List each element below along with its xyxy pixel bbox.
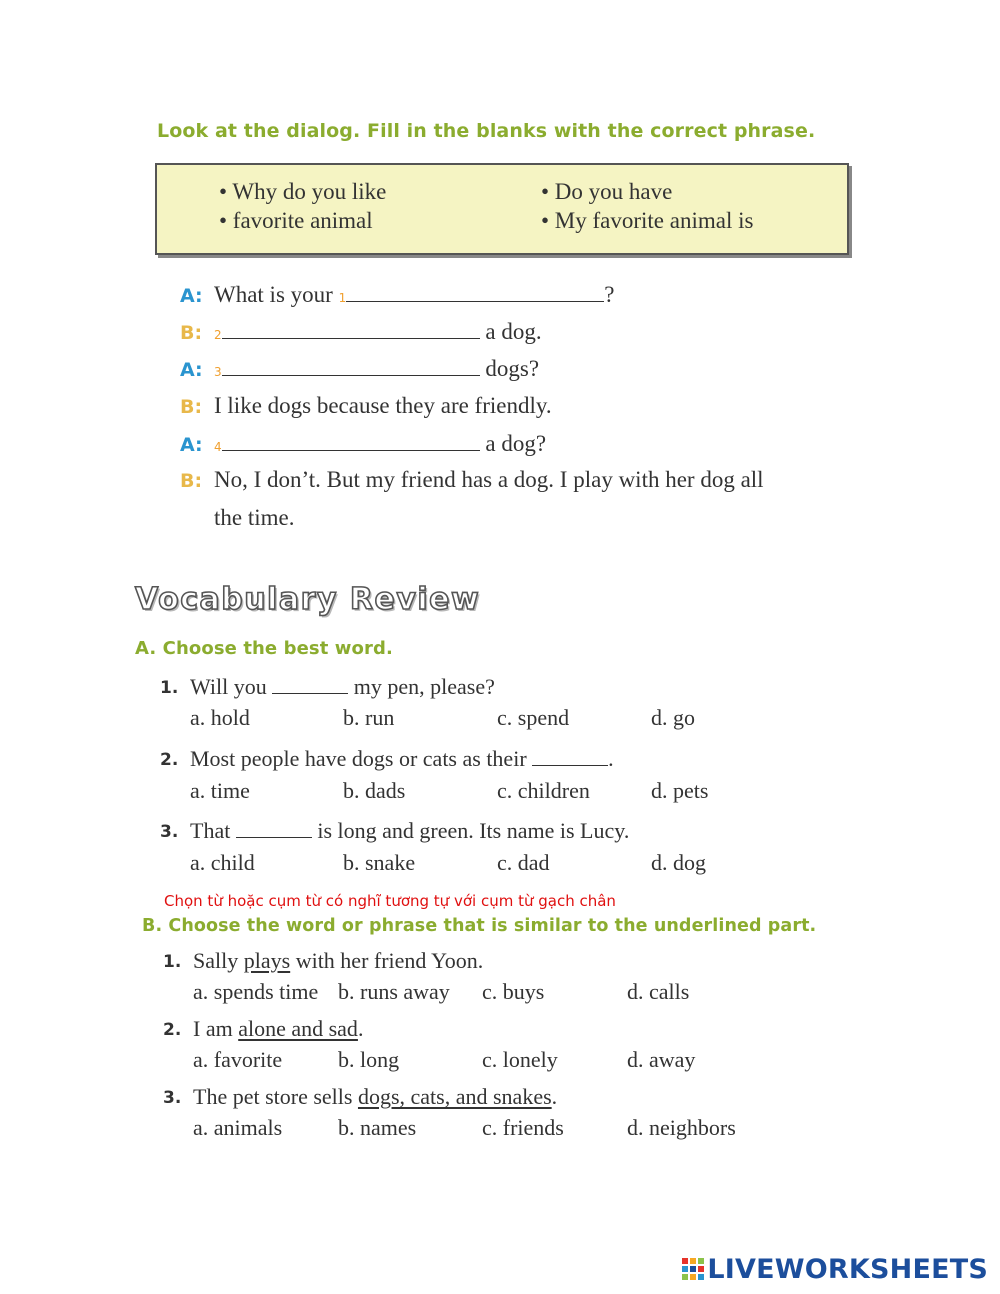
option-c[interactable]: c. children <box>497 778 590 803</box>
option-d[interactable]: d. go <box>651 705 695 730</box>
speaker-label: B: <box>180 322 203 344</box>
question-text: Most people have dogs or cats as their . <box>190 746 614 771</box>
liveworksheets-logo-icon <box>682 1258 704 1280</box>
line-text: dogs? <box>479 356 540 381</box>
question-text: The pet store sells dogs, cats, and snakes. <box>193 1084 558 1109</box>
part-b-heading: B. Choose the word or phrase that is similar to the underlined part. <box>142 916 817 936</box>
option-a[interactable]: a. spends time <box>193 979 319 1004</box>
liveworksheets-logo <box>682 1254 988 1285</box>
underlined-part: dogs, cats, and snakes <box>357 1084 552 1109</box>
question-number: 3. <box>163 1088 182 1108</box>
option-d[interactable]: d. dog <box>651 850 706 875</box>
logo-text: LIVEWORKSHEETS <box>707 1254 988 1285</box>
phrase-item: • My favorite animal is <box>541 208 754 233</box>
option-d[interactable]: d. away <box>627 1047 696 1072</box>
question-number: 2. <box>163 1020 182 1040</box>
option-b[interactable]: b. runs away <box>338 979 450 1004</box>
option-a[interactable]: a. time <box>190 778 250 803</box>
blank-number: 2 <box>214 328 222 342</box>
question-number: 1. <box>160 678 179 698</box>
speaker-label: B: <box>180 470 203 492</box>
question-number: 2. <box>160 750 179 770</box>
speaker-label: A: <box>180 434 203 456</box>
answer-blank <box>272 675 348 694</box>
underlined-part: alone and sad <box>238 1016 358 1041</box>
option-c[interactable]: c. spend <box>497 705 570 730</box>
option-c[interactable]: c. buys <box>482 979 545 1004</box>
part-a-heading: A. Choose the best word. <box>135 638 393 659</box>
question-text: Will you my pen, please? <box>190 674 495 699</box>
translation-note: Chọn từ hoặc cụm từ có nghĩ tương tự với cụm từ gạch chân <box>164 892 616 910</box>
phrase-box <box>155 163 849 255</box>
blank-number: 3 <box>214 365 222 379</box>
option-d[interactable]: d. calls <box>627 979 690 1004</box>
line-text: What is your <box>214 282 339 307</box>
option-c[interactable]: c. friends <box>482 1115 564 1140</box>
speaker-label: A: <box>180 359 203 381</box>
speaker-label: A: <box>180 285 203 307</box>
dialog-line <box>180 430 546 457</box>
option-c[interactable]: c. dad <box>497 850 550 875</box>
question-text: I am alone and sad. <box>193 1016 364 1041</box>
blank-1-input[interactable] <box>346 281 604 302</box>
line-text: I like dogs because they are friendly. <box>214 393 552 418</box>
dialog-line <box>180 393 552 419</box>
option-a[interactable]: a. favorite <box>193 1047 283 1072</box>
vocabulary-title: Vocabulary Review <box>135 582 481 617</box>
line-text: a dog. <box>479 319 542 344</box>
blank-number: 4 <box>214 440 222 454</box>
dialog-line-continuation: the time. <box>214 505 295 530</box>
option-d[interactable]: d. neighbors <box>627 1115 736 1140</box>
line-text: a dog? <box>479 431 547 456</box>
dialog-line <box>180 467 764 493</box>
answer-blank <box>532 747 608 766</box>
question-text: Sally plays with her friend Yoon. <box>193 948 484 973</box>
question-number: 1. <box>163 952 182 972</box>
answer-blank <box>236 819 312 838</box>
option-b[interactable]: b. snake <box>343 850 416 875</box>
phrase-item: • Why do you like <box>219 179 387 204</box>
blank-3-input[interactable] <box>222 355 480 376</box>
blank-2-input[interactable] <box>222 318 480 339</box>
phrase-item: • Do you have <box>541 179 673 204</box>
option-a[interactable]: a. animals <box>193 1115 283 1140</box>
question-number: 3. <box>160 822 179 842</box>
option-a[interactable]: a. hold <box>190 705 250 730</box>
option-c[interactable]: c. lonely <box>482 1047 558 1072</box>
option-b[interactable]: b. names <box>338 1115 417 1140</box>
option-a[interactable]: a. child <box>190 850 255 875</box>
option-b[interactable]: b. run <box>343 705 395 730</box>
option-d[interactable]: d. pets <box>651 778 709 803</box>
option-b[interactable]: b. long <box>338 1047 400 1072</box>
line-text: No, I don’t. But my friend has a dog. I play with her dog all <box>214 467 764 492</box>
dialog-line <box>180 281 614 308</box>
blank-number: 1 <box>338 291 347 305</box>
dialog-instruction: Look at the dialog. Fill in the blanks with the correct phrase. <box>157 120 816 142</box>
underlined-part: plays <box>243 948 291 973</box>
speaker-label: B: <box>180 396 203 418</box>
dialog-line <box>180 318 542 345</box>
blank-4-input[interactable] <box>222 430 480 451</box>
line-text: ? <box>604 282 615 307</box>
dialog-line <box>180 355 539 382</box>
phrase-item: • favorite animal <box>219 208 373 233</box>
option-b[interactable]: b. dads <box>343 778 406 803</box>
question-text: That is long and green. Its name is Lucy. <box>190 818 630 843</box>
